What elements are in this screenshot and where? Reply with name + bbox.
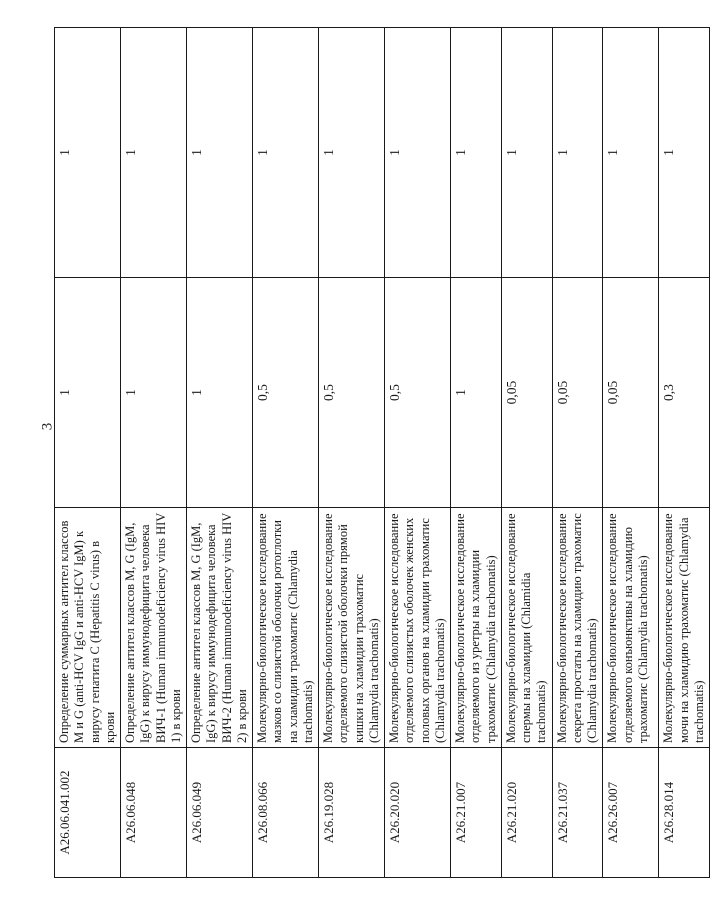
frequency-value: 1: [187, 278, 253, 508]
service-name: Молекулярно-биологическое исследование отделяемого конъюнктивы на хламидию трахоматис (Chlamydia trachomatis): [603, 508, 659, 748]
frequency-value: 1: [121, 278, 187, 508]
multiplicity-value: 1: [659, 28, 710, 278]
service-code: A26.06.041.002: [55, 748, 121, 878]
table-row: [187, 28, 253, 878]
service-name: Молекулярно-биологическое исследование спермы на хламидии (Chlamidia trachomatis): [501, 508, 552, 748]
frequency-value: 0,5: [319, 278, 385, 508]
service-code: A26.19.028: [319, 748, 385, 878]
multiplicity-value: 1: [552, 28, 603, 278]
table-frame: [54, 28, 706, 878]
table-row: [55, 28, 121, 878]
table-row: [319, 28, 385, 878]
table-row: [501, 28, 552, 878]
service-code: A26.28.014: [659, 748, 710, 878]
table-row: [552, 28, 603, 878]
frequency-value: 1: [451, 278, 502, 508]
frequency-value: 0,5: [385, 278, 451, 508]
table-row: [121, 28, 187, 878]
service-name: Определение антител классов M, G (IgM, IgG) к вирусу иммунодефицита человека ВИЧ-1 (Human immunodeficiency virus HIV 1) в крови: [121, 508, 187, 748]
service-code: A26.21.037: [552, 748, 603, 878]
multiplicity-value: 1: [55, 28, 121, 278]
page-number: 3: [39, 422, 56, 431]
multiplicity-value: 1: [253, 28, 319, 278]
table-row: [659, 28, 710, 878]
table-row: [451, 28, 502, 878]
multiplicity-value: 1: [501, 28, 552, 278]
service-name: Молекулярно-биологическое исследование секрета простаты на хламидию трахоматис (Chlamydia trachomatis): [552, 508, 603, 748]
table-row: [385, 28, 451, 878]
frequency-value: 0,5: [253, 278, 319, 508]
service-code: A26.21.007: [451, 748, 502, 878]
service-code: A26.06.049: [187, 748, 253, 878]
table-row: [603, 28, 659, 878]
table-row: [253, 28, 319, 878]
service-name: Определение антител классов M, G (IgM, IgG) к вирусу иммунодефицита человека ВИЧ-2 (Human immunodeficiency virus HIV 2) в крови: [187, 508, 253, 748]
service-code: A26.26.007: [603, 748, 659, 878]
service-name: Молекулярно-биологическое исследование мазков со слизистой оболочки ротоглотки на хламидии трахоматис (Chlamydia trachomatis): [253, 508, 319, 748]
multiplicity-value: 1: [121, 28, 187, 278]
service-name: Молекулярно-биологическое исследование мочи на хламидию трахоматис (Chlamydia trachomatis): [659, 508, 710, 748]
multiplicity-value: 1: [603, 28, 659, 278]
multiplicity-value: 1: [385, 28, 451, 278]
service-code: A26.06.048: [121, 748, 187, 878]
frequency-value: 0,05: [552, 278, 603, 508]
services-table: [54, 27, 710, 878]
frequency-value: 0,05: [603, 278, 659, 508]
multiplicity-value: 1: [187, 28, 253, 278]
service-name: Молекулярно-биологическое исследование отделяемого слизистых оболочек женских половых органов на хламидии трахоматис (Chlamydia trachomatis): [385, 508, 451, 748]
frequency-value: 0,3: [659, 278, 710, 508]
multiplicity-value: 1: [451, 28, 502, 278]
service-code: A26.08.066: [253, 748, 319, 878]
frequency-value: 1: [55, 278, 121, 508]
service-name: Молекулярно-биологическое исследование отделяемого слизистой оболочки прямой кишки на хламидии трахоматис (Chlamydia trachomatis): [319, 508, 385, 748]
service-code: A26.21.020: [501, 748, 552, 878]
service-name: Молекулярно-биологическое исследование отделяемого из уретры на хламидии трахоматис (Chlamydia trachomatis): [451, 508, 502, 748]
service-code: A26.20.020: [385, 748, 451, 878]
frequency-value: 0,05: [501, 278, 552, 508]
multiplicity-value: 1: [319, 28, 385, 278]
service-name: Определение суммарных антител классов M и G (anti-HCV IgG и anti-HCV IgM) к вирусу гепатита С (Hepatitis C virus) в крови: [55, 508, 121, 748]
